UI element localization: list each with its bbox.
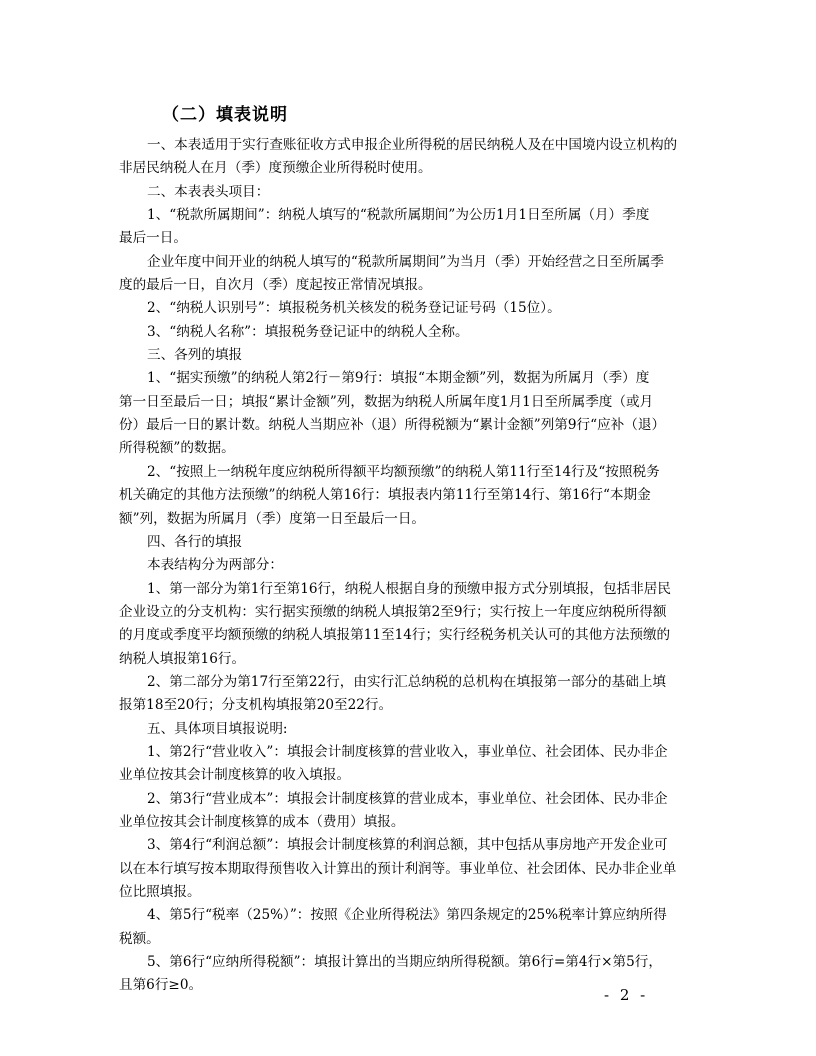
text-line: 的月度或季度平均额预缴的纳税人填报第11至14行；实行经税务机关认可的其他方法预缴的 <box>119 627 671 644</box>
text-line: 4、第5行“税率（25%）”：按照《企业所得税法》第四条规定的25%税率计算应纳所得 <box>147 907 667 924</box>
text-line: 1、第一部分为第1行至第16行，纳税人根据自身的预缴申报方式分别填报，包括非居民 <box>147 580 671 597</box>
text-line: 2、“纳税人识别号”：填报税务机关核发的税务登记证号码（15位）。 <box>147 300 561 317</box>
text-line: 五、具体项目填报说明: <box>147 720 288 737</box>
text-line: 业单位按其会计制度核算的收入填报。 <box>119 767 351 784</box>
text-line: 企业设立的分支机构：实行据实预缴的纳税人填报第2至9行；实行按上一年度应纳税所得额 <box>119 603 667 620</box>
instruction-text <box>119 134 699 998</box>
text-line: 1、“税款所属期间”：纳税人填写的“税款所属期间”为公历1月1日至所属（月）季度 <box>147 207 650 224</box>
text-line: 5、第6行“应纳所得税额”：填报计算出的当期应纳所得税额。第6行=第4行×第5行， <box>147 954 662 971</box>
text-line: 份）最后一日的累计数。纳税人当期应补（退）所得税额为“累计金额”列第9行“应补（退） <box>119 417 666 434</box>
text-line: 本表结构分为两部分： <box>147 557 283 574</box>
text-line: 2、“按照上一纳税年度应纳税所得额平均额预缴”的纳税人第11行至14行及“按照税务 <box>147 463 660 480</box>
text-line: 3、“纳税人名称”：填报税务登记证中的纳税人全称。 <box>147 323 469 340</box>
section-title: （二）填表说明 <box>162 105 288 125</box>
text-line: 税额。 <box>119 930 160 947</box>
text-line: 所得税额”的数据。 <box>119 440 235 457</box>
text-line: 2、第3行“营业成本”：填报会计制度核算的营业成本，事业单位、社会团体、民办非企 <box>147 790 668 807</box>
text-line: 一、本表适用于实行查账征收方式申报企业所得税的居民纳税人及在中国境内设立机构的 <box>147 137 678 153</box>
text-line: 位比照填报。 <box>119 884 201 900</box>
text-line: 最后一日。 <box>119 230 187 247</box>
text-line: 二、本表表头项目： <box>147 183 270 200</box>
text-line: 以在本行填写按本期取得预售收入计算出的预计利润等。事业单位、社会团体、民办非企业单 <box>119 860 677 877</box>
text-line: 额”列，数据为所属月（季）度第一日至最后一日。 <box>119 510 426 527</box>
text-line: 且第6行≥0。 <box>119 977 203 994</box>
text-line: 1、第2行“营业收入”：填报会计制度核算的营业收入，事业单位、社会团体、民办非企 <box>147 743 668 760</box>
text-line: 机关确定的其他方法预缴”的纳税人第16行：填报表内第11行至第14行、第16行“本期金 <box>119 487 651 504</box>
text-line: 3、第4行“利润总额”：填报会计制度核算的利润总额，其中包括从事房地产开发企业可 <box>147 837 668 854</box>
text-line: 业单位按其会计制度核算的成本（费用）填报。 <box>119 813 405 830</box>
text-line: 2、第二部分为第17行至第22行，由实行汇总纳税的总机构在填报第一部分的基础上填 <box>147 673 667 690</box>
text-line: 纳税人填报第16行。 <box>119 650 246 667</box>
text-line: 三、各列的填报 <box>147 347 243 364</box>
text-line: 非居民纳税人在月（季）度预缴企业所得税时使用。 <box>119 160 432 177</box>
text-line: 企业年度中间开业的纳税人填写的“税款所属期间”为当月（季）开始经营之日至所属季 <box>147 253 664 270</box>
page-number: - 2 - <box>604 986 649 1004</box>
text-line: 报第18至20行；分支机构填报第20至22行。 <box>119 697 393 714</box>
text-line: 1、“据实预缴”的纳税人第2行－第9行：填报“本期金额”列，数据为所属月（季）度 <box>147 370 650 387</box>
text-line: 四、各行的填报 <box>147 533 243 550</box>
text-line: 度的最后一日，自次月（季）度起按正常情况填报。 <box>119 277 432 294</box>
text-line: 第一日至最后一日；填报“累计金额”列，数据为纳税人所属年度1月1日至所属季度（或月 <box>119 393 654 410</box>
